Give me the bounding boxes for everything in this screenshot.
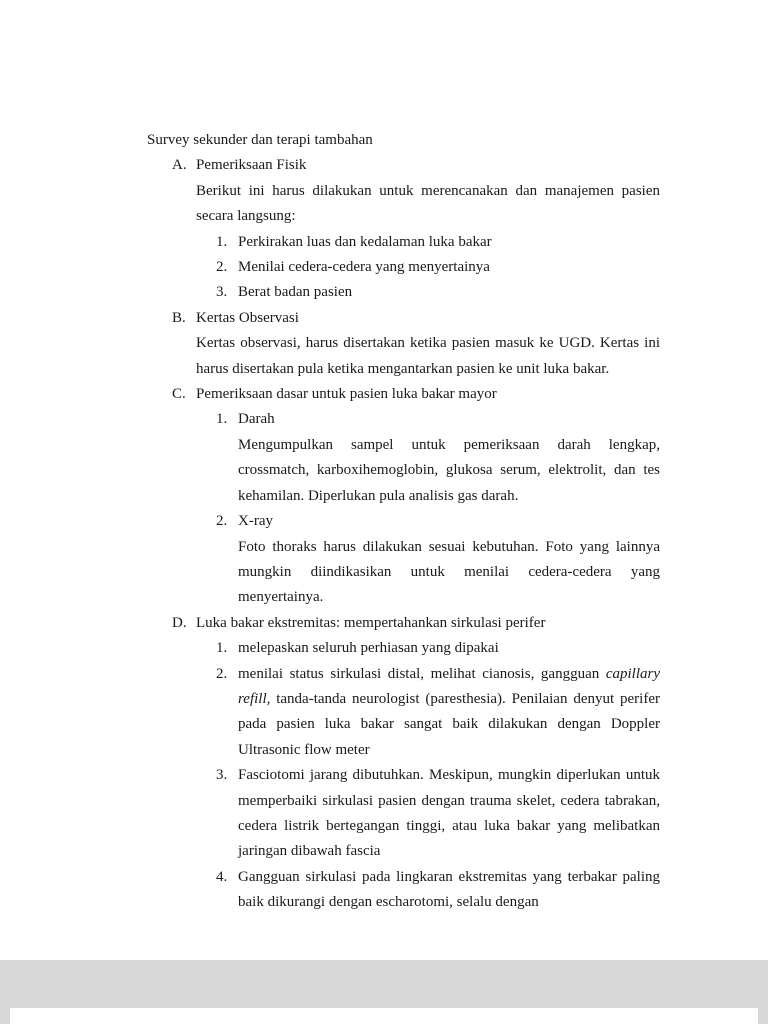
section-content	[196, 153, 660, 305]
item-text: Darah	[238, 411, 275, 428]
item-number: 3.	[216, 767, 228, 784]
item-text-italic: capillary refill,	[238, 665, 660, 707]
list-item	[216, 636, 660, 661]
section-label: D.	[172, 614, 187, 631]
section-intro: Kertas observasi, harus disertakan ketika pasien masuk ke UGD. Kertas ini harus disertakan pula ketika mengantarkan pasien ke unit luka bakar.	[196, 335, 660, 377]
item-body: Mengumpulkan sampel untuk pemeriksaan darah lengkap, crossmatch, karboxihemoglobin, glukosa serum, elektrolit, dan tes kehamilan. Diperlukan pula analisis gas darah.	[238, 436, 660, 504]
list-item	[216, 763, 660, 865]
list-item	[216, 509, 660, 611]
item-number: 1.	[216, 640, 228, 657]
item-number: 1.	[216, 411, 228, 428]
item-number: 1.	[216, 233, 228, 250]
document-title: Survey sekunder dan terapi tambahan	[147, 132, 373, 148]
item-text: melepaskan seluruh perhiasan yang dipakai	[238, 640, 499, 657]
section-label: A.	[172, 157, 187, 174]
item-number: 4.	[216, 868, 228, 885]
section-heading: Pemeriksaan dasar untuk pasien luka bakar mayor	[196, 386, 497, 403]
section-label: B.	[172, 309, 186, 326]
item-number: 2.	[216, 665, 228, 682]
section-intro: Berikut ini harus dilakukan untuk merencanakan dan manajemen pasien secara langsung:	[196, 182, 660, 225]
item-text-part: menilai status sirkulasi distal, melihat cianosis, gangguan	[238, 665, 606, 682]
list-item	[216, 662, 660, 764]
section-content	[196, 611, 660, 916]
item-content	[238, 407, 660, 509]
list-item	[216, 255, 660, 280]
list-item	[216, 407, 660, 509]
item-number: 2.	[216, 259, 228, 276]
section-a	[172, 153, 660, 305]
item-text: Menilai cedera-cedera yang menyertainya	[238, 259, 490, 276]
item-text: Fasciotomi jarang dibutuhkan. Meskipun, mungkin diperlukan untuk memperbaiki sirkulasi pasien dengan trauma skelet, cedera tabrakan, cedera listrik bertegangan tinggi, atau luka bakar yang melibatkan jaringan dibawah fascia	[238, 767, 660, 860]
item-number: 3.	[216, 284, 228, 301]
item-text: Perkirakan luas dan kedalaman luka bakar	[238, 233, 492, 250]
item-content	[238, 509, 660, 611]
section-b	[172, 306, 660, 382]
page-gap	[0, 960, 768, 1008]
section-heading: Luka bakar ekstremitas: mempertahankan sirkulasi perifer	[196, 614, 546, 631]
document-body	[147, 128, 660, 916]
item-body: Foto thoraks harus dilakukan sesuai kebutuhan. Foto yang lainnya mungkin diindikasikan untuk menilai cedera-cedera yang menyertainya.	[238, 538, 660, 606]
list-item	[216, 280, 660, 305]
section-heading: Kertas Observasi	[196, 309, 299, 326]
next-page-top	[10, 1008, 758, 1024]
item-text: Berat badan pasien	[238, 284, 353, 301]
list-item	[216, 230, 660, 255]
section-d	[172, 611, 660, 916]
item-text: X-ray	[238, 513, 273, 530]
next-page-edge	[0, 1008, 768, 1024]
item-number: 2.	[216, 513, 228, 530]
section-c	[172, 382, 660, 611]
item-text	[238, 662, 660, 764]
section-heading: Pemeriksaan Fisik	[196, 157, 307, 174]
section-content	[196, 306, 660, 382]
item-text-part: tanda-tanda neurologist (paresthesia). Penilaian denyut perifer pada pasien luka bakar sangat baik dilakukan dengan Doppler Ultrasonic flow meter	[238, 690, 660, 758]
item-text: Gangguan sirkulasi pada lingkaran ekstremitas yang terbakar paling baik dikurangi dengan escharotomi, selalu dengan	[238, 868, 660, 911]
section-content	[196, 382, 660, 611]
section-label: C.	[172, 386, 186, 403]
list-item	[216, 865, 660, 916]
